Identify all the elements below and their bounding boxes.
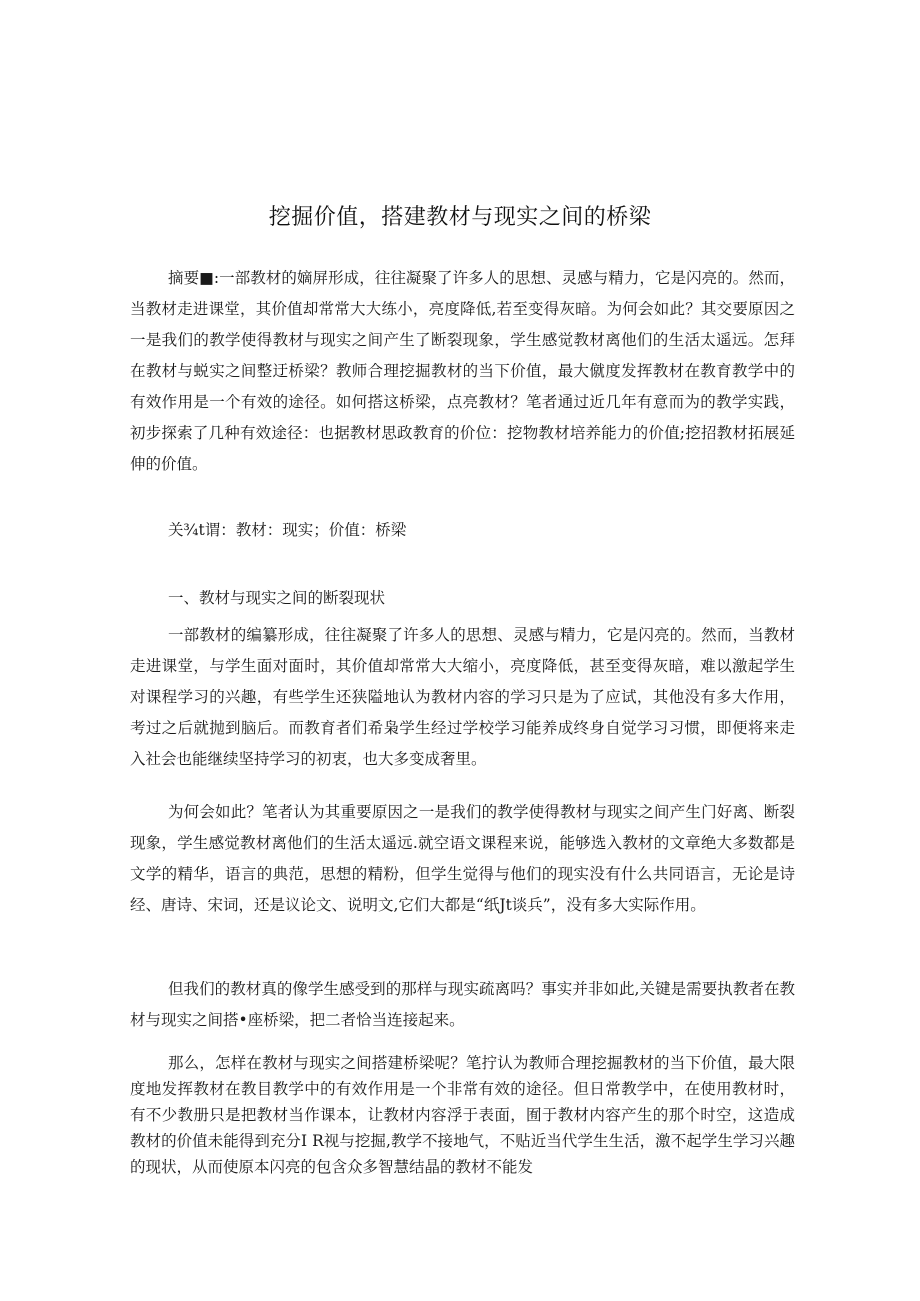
body-paragraph-2: 为何会如此？笔者认为其重要原因之一是我们的教学使得教材与现实之间产生门好离、断裂现象，学生感觉教材离他们的生活太遥远.就空语文课程来说，能够选入教材的文章绝大多数都是文学的精华，语言的典范，思想的精粉，但学生觉得与他们的现实没有什么共同语言，无论是诗经、唐诗、宋词，还是议论文、说明文,它们大都是“纸Jt谈兵”，没有多大实际作用。	[130, 803, 795, 914]
body-paragraph-3: 但我们的教材真的像学生感受到的那样与现实疏离吗？事实并非如此,关键是需要执教者在教材与现实之间搭•座桥梁，把二者恰当连接起来。	[130, 980, 795, 1029]
section-heading: 一、教材与现实之间的断裂现状	[168, 589, 386, 607]
keywords-line: 关¾t谓：教材：现实；价值：桥梁	[168, 521, 407, 539]
body-paragraph-1: 一部教材的编纂形成，往往凝聚了许多人的思想、灵感与精力，它是闪亮的。然而，当教材走进课堂，与学生面对面时，其价值却常常大大缩小，亮度降低，甚至变得灰暗，难以激起学生对课程学习的兴趣，有些学生还狭隘地认为教材内容的学习只是为了应试，其他没有多大作用，考过之后就抛到脑后。而教育者们希枭学生经过学校学习能养成终身自觉学习习惯，即便将来走入社会也能继续坚持学习的初衷，也大多变成奢里。	[130, 626, 795, 768]
document-title: 挖掘价值，搭建教材与现实之间的桥梁	[268, 205, 652, 230]
abstract-paragraph: 摘要■:一部教材的嫡屏形成，往往凝聚了许多人的思想、灵感与精力，它是闪亮的。然而，当教材走进课堂，其价值却常常大大练小，亮度降低,若至变得灰暗。为何会如此？其交要原因之一是我们的教学使得教材与现实之间产生了断裂现象，学生感觉教材离他们的生活太遥远。怎拜在教材与蜕实之间整迂桥梁？教师合理挖掘教材的当下价值，最大僦度发挥教材在教育教学中的有效作用是一个有效的途径。如何搭这桥梁，点亮教材？笔者通过近几年有意而为的教学实践，初步探索了几种有效途径：也据教材思政教育的价位：挖物教材培养能力的价值;挖招教材拓展延伸的价值。	[130, 269, 795, 473]
body-paragraph-4: 那么，怎样在教材与现实之间搭建桥梁呢？笔拧认为教师合理挖掘教材的当下价值，最大限度地发挥教材在教目教学中的有效作用是一个非常有效的途径。但日常教学中，在使用教材时，有不少教册只是把教材当作课本，让教材内容浮于表面，囿于教材内容产生的那个时空，这造成教材的价值未能得到充分I R视与挖掘,教学不接地气，不贴近当代学生生活，激不起学生学习兴趣的现状，从而使原本闪亮的包含众多智慧结晶的教材不能发	[130, 1054, 795, 1176]
